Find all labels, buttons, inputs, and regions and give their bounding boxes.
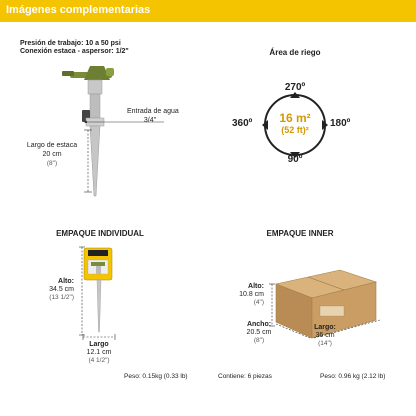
individual-height-in: (13 1/2")	[49, 294, 74, 301]
stake-dimension-line	[82, 128, 112, 194]
individual-length-label: Largo	[89, 341, 109, 348]
individual-height-label: Alto:	[58, 278, 74, 285]
individual-package-illustration	[82, 246, 118, 334]
individual-package-title: EMPAQUE INDIVIDUAL	[56, 229, 144, 238]
degree-right: 180º	[330, 118, 351, 129]
stake-in: (8")	[46, 160, 58, 167]
inner-weight: Peso: 0.96 kg (2.12 lb)	[320, 373, 386, 380]
inner-length-label: Largo:	[314, 324, 336, 331]
irrigation-title: Área de riego	[269, 48, 321, 57]
pressure-spec: Presión de trabajo: 10 a 50 psi	[20, 40, 121, 47]
inner-width-in: (8")	[253, 337, 265, 344]
individual-length-dimension	[82, 334, 116, 340]
water-inlet-label: Entrada de agua	[127, 108, 179, 115]
sprinkler-body	[88, 80, 102, 94]
connection-spec: Conexión estaca - aspersor: 1/2"	[20, 48, 129, 55]
inner-length-cm: 36 cm	[315, 332, 335, 339]
inner-length-in: (14")	[318, 340, 332, 347]
sprinkler-riser	[90, 94, 100, 118]
irrigation-area-ft: (52 ft)²	[281, 125, 309, 135]
individual-weight: Peso: 0.15kg (0.33 lb)	[124, 373, 188, 380]
inner-height-in: (4")	[253, 299, 264, 306]
page-title: Imágenes complementarias	[6, 4, 151, 16]
degree-top: 270º	[284, 82, 306, 93]
individual-length-cm: 12.1 cm	[86, 349, 112, 356]
inner-height-cm: 10.8 cm	[239, 291, 264, 298]
inner-width-label: Ancho:	[246, 321, 272, 328]
stake-label: Largo de estaca	[26, 142, 78, 149]
sprinkler-deflector	[106, 68, 114, 76]
individual-length-in: (4 1/2")	[88, 357, 110, 364]
degree-left: 360º	[232, 118, 253, 129]
stake-cm: 20 cm	[42, 151, 62, 158]
inner-contents: Contiene: 6 piezas	[218, 373, 272, 380]
sprinkler-nozzle	[62, 71, 74, 76]
individual-height-cm: 34.5 cm	[49, 286, 74, 293]
degree-bottom: 90º	[287, 154, 303, 165]
inner-height-label: Alto:	[248, 283, 264, 290]
inner-width-cm: 20.5 cm	[246, 329, 272, 336]
irrigation-area-m: 16 m²	[279, 111, 311, 125]
inner-package-title: EMPAQUE INNER	[266, 229, 334, 238]
water-inlet-value: 3/4"	[143, 117, 157, 124]
individual-height-dimension	[78, 246, 86, 336]
